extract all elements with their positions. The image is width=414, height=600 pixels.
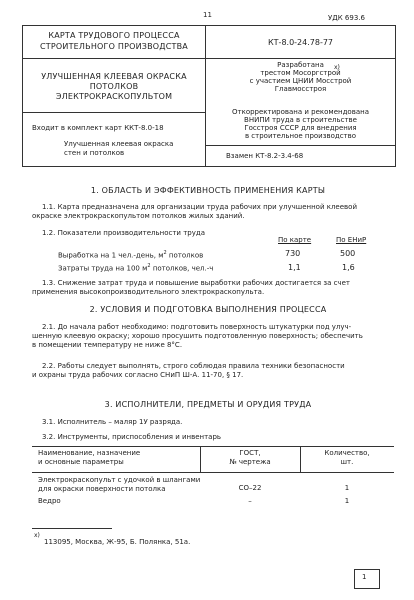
section1-p12: 1.2. Показатели производительности труда <box>42 229 205 237</box>
corrected-line4: в строительное производство <box>244 132 357 140</box>
section1-p13-line1: 1.3. Снижение затрат труда и повышение выработки рабочих достигается за счет <box>42 279 350 287</box>
title-line2: ПОТОЛКОВ <box>89 82 139 91</box>
table-cell-gost: СО–22 <box>238 484 262 492</box>
row1-label: Выработка на 1 чел.-день, $м^2$ потолков <box>58 250 204 260</box>
header-rule-3 <box>206 145 395 146</box>
section2-p21-line2: шенную клеевую окраску; хорошо просушить подготовленную поверхность; обеспечить <box>32 332 363 340</box>
page-number: 11 <box>203 11 212 19</box>
section2-title: 2. УСЛОВИЯ И ПОДГОТОВКА ВЫПОЛНЕНИЯ ПРОЦЕССА <box>89 305 327 314</box>
table-row: Ведро <box>38 497 61 505</box>
section1-p11-line1: 1.1. Карта предназначена для организации труда рабочих при улучшенной клеевой <box>42 203 357 211</box>
corrected-line1: Откорректирована и рекомендована <box>232 108 369 116</box>
corrected-line3: Госстроя СССР для внедрения <box>244 124 357 132</box>
replaces-note: Взамен КТ-8.2-3.4-68 <box>226 152 304 160</box>
section3-p31: 3.1. Исполнитель – маляр 1У разряда. <box>42 418 183 426</box>
section1-p11-line2: окраске электрокраскопультом потолков жилых зданий. <box>32 212 245 220</box>
row2-by-enir: 1,6 <box>342 263 355 272</box>
developed-line4: Главмосстроя <box>274 85 327 93</box>
corner-number: 1 <box>362 573 367 581</box>
section3-title: 3. ИСПОЛНИТЕЛИ, ПРЕДМЕТЫ И ОРУДИЯ ТРУДА <box>104 400 312 409</box>
table-header-rule <box>32 472 394 473</box>
udk-code: УДК 693.6 <box>328 14 365 22</box>
corner-box <box>354 569 380 589</box>
section2-p21-line1: 2.1. До начала работ необходимо: подготовить поверхность штукатурки под улуч- <box>42 323 352 331</box>
card-type-line2: СТРОИТЕЛЬНОГО ПРОИЗВОДСТВА <box>40 42 188 51</box>
row1-by-enir: 500 <box>340 249 356 258</box>
section1-p13-line2: применения высокопроизводительного электрокраскопульта. <box>32 288 265 296</box>
card-code: КТ-8.0-24.78-77 <box>267 38 334 47</box>
table-header-qty: Количество, шт. <box>324 449 370 466</box>
section2-p22-line1: 2.2. Работы следует выполнять, строго соблюдая правила техники безопасности <box>42 362 345 370</box>
row2-label: Затраты труда на 100 $м^2$ потолков, чел.-ч <box>58 263 214 273</box>
footnote-mark: x) <box>34 532 40 539</box>
developed-line2: трестом Мосоргстрой <box>260 69 341 77</box>
title-line3: ЭЛЕКТРОКРАСКОПУЛЬТОМ <box>55 92 173 101</box>
section1-title: 1. ОБЛАСТЬ И ЭФФЕКТИВНОСТЬ ПРИМЕНЕНИЯ КАРТЫ <box>90 186 326 195</box>
footnote-address: 113095, Москва, Ж-95, Б. Полянка, 51а. <box>44 538 191 546</box>
table-header-name: Наименование, назначение и основные параметры <box>38 449 141 466</box>
header-rule-1 <box>22 58 395 59</box>
header-rule-2 <box>22 112 206 113</box>
section2-p21-line3: в помещении температуру не ниже 8°С. <box>32 341 183 349</box>
section2-p22-line2: и охраны труда рабочих согласно СНиП Ш-А. 11-70, § 17. <box>32 371 244 379</box>
table-cell-gost: – <box>248 497 252 505</box>
title-line1: УЛУЧШЕННАЯ КЛЕЕВАЯ ОКРАСКА <box>41 72 187 81</box>
kit-desc-line1: Улучшенная клеевая окраска <box>64 140 174 148</box>
kit-desc-line2: стен и потолков <box>64 149 125 157</box>
table-cell-qty: 1 <box>344 484 350 492</box>
corrected-line2: ВНИПИ труда в строительстве <box>244 116 357 124</box>
table-row: Электрокраскопульт с удочкой в шлангами для окраски поверхности потолка <box>38 476 201 493</box>
footnote-marker: x) <box>334 64 340 71</box>
card-type-line1: КАРТА ТРУДОВОГО ПРОЦЕССА <box>48 31 180 40</box>
kit-reference: Входит в комплект карт ККТ-8.0-18 <box>32 124 164 132</box>
section3-p32: 3.2. Инструменты, приспособления и инвентарь <box>42 433 222 441</box>
footnote-rule <box>32 528 112 529</box>
developed-line3: с участием ЦНИИ Мосстрой <box>249 77 352 85</box>
col-by-card: По карте <box>278 236 312 244</box>
row1-by-card: 730 <box>285 249 301 258</box>
table-header-gost: ГОСТ, № чертежа <box>229 449 271 466</box>
table-top-rule <box>32 446 394 447</box>
col-by-enir: По ЕНиР <box>336 236 367 244</box>
row2-by-card: 1,1 <box>288 263 301 272</box>
developed-line1: Разработана <box>277 61 324 69</box>
table-cell-qty: 1 <box>344 497 350 505</box>
